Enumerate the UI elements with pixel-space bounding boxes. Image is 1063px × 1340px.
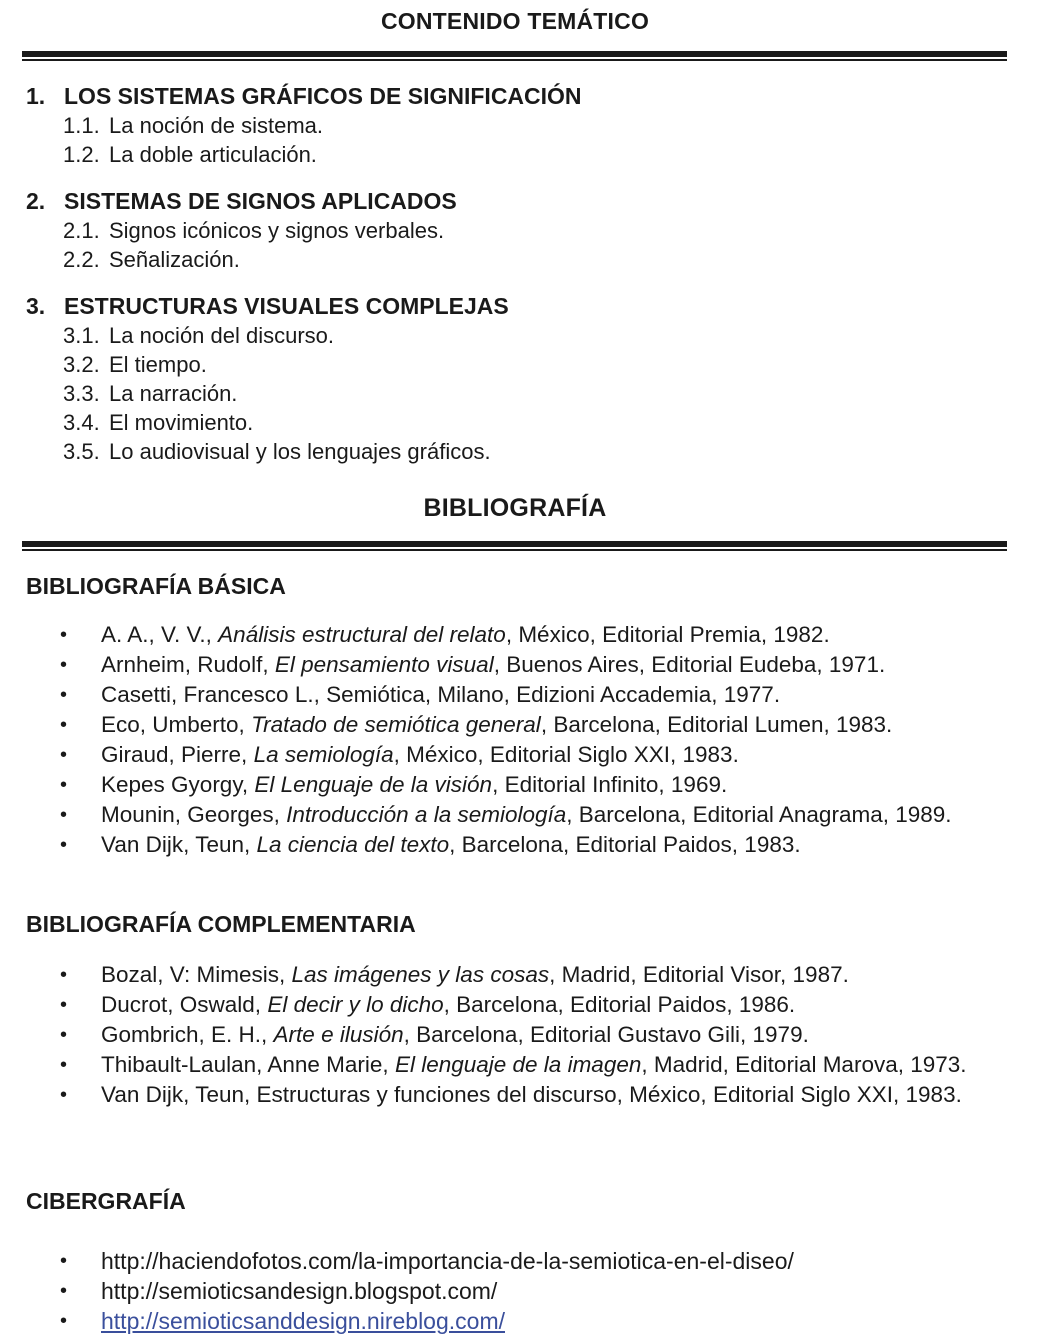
- cibergrafia-heading: CIBERGRAFÍA: [26, 1188, 186, 1214]
- section-number: 1.: [26, 83, 46, 109]
- entry-text: [101, 1080, 1005, 1110]
- cibergrafia-list: [60, 1246, 1005, 1336]
- entry-work-title: El pensamiento visual: [274, 652, 494, 677]
- subsection-number: 3.3.: [63, 381, 100, 406]
- bibliography-entry: [60, 990, 1005, 1020]
- entry-text: [101, 830, 1005, 860]
- bullet-icon: •: [60, 1250, 68, 1272]
- bullet-icon: •: [60, 624, 68, 646]
- subsection-text: La noción de sistema.: [109, 113, 324, 138]
- entry-author-part: Mounin, Georges,: [101, 802, 287, 827]
- cibergrafia-entry: [60, 1276, 1005, 1306]
- section-title: ESTRUCTURAS VISUALES COMPLEJAS: [64, 293, 509, 319]
- bibliography-entry: [60, 740, 1005, 770]
- title-divider: [22, 51, 1007, 61]
- entry-author-part: A. A., V. V.,: [101, 622, 219, 647]
- subsection-number: 2.2.: [63, 247, 100, 272]
- entry-work-title: Análisis estructural del relato: [218, 622, 506, 647]
- bibliografia-basica-heading: BIBLIOGRAFÍA BÁSICA: [26, 573, 286, 599]
- cibergrafia-entry: [60, 1246, 1005, 1276]
- bullet-icon: •: [60, 994, 68, 1016]
- entry-author-part: Casetti, Francesco L., Semiótica, Milano, Edizioni Accademia, 1977.: [101, 682, 781, 707]
- subsection-item: [26, 111, 1006, 140]
- subsection-text: Lo audiovisual y los lenguajes gráficos.: [109, 439, 491, 464]
- bibliografia-complementaria-heading: BIBLIOGRAFÍA COMPLEMENTARIA: [26, 911, 416, 937]
- entry-text: [101, 800, 1005, 830]
- entry-text: [101, 770, 1005, 800]
- bibliografia-basica-list: [60, 620, 1005, 860]
- section-number: 2.: [26, 188, 46, 214]
- subsection-number: 3.4.: [63, 410, 100, 435]
- bullet-icon: •: [60, 744, 68, 766]
- subsection-item: [26, 408, 1006, 437]
- entry-publication-part: , Barcelona, Editorial Gustavo Gili, 1979.: [403, 1022, 809, 1047]
- cibergrafia-entry: [60, 1306, 1005, 1336]
- entry-author-part: Giraud, Pierre,: [101, 742, 254, 767]
- section-2: [26, 186, 1006, 274]
- bibliography-entry: [60, 1080, 1005, 1110]
- entry-text: [101, 620, 1005, 650]
- bibliografia-complementaria-list: [60, 960, 1005, 1110]
- entry-work-title: El decir y lo dicho: [267, 992, 444, 1017]
- bullet-icon: •: [60, 684, 68, 706]
- bibliography-entry: [60, 830, 1005, 860]
- entry-text: [101, 960, 1005, 990]
- entry-work-title: Las imágenes y las cosas: [291, 962, 550, 987]
- entry-author-part: Thibault-Laulan, Anne Marie,: [101, 1052, 395, 1077]
- bullet-icon: •: [60, 1310, 68, 1332]
- subsection-number: 3.2.: [63, 352, 100, 377]
- bullet-icon: •: [60, 964, 68, 986]
- bibliography-entry: [60, 1020, 1005, 1050]
- subsection-item: [26, 140, 1006, 169]
- subsection-item: [26, 437, 1006, 466]
- entry-work-title: Introducción a la semiología: [286, 802, 567, 827]
- bullet-icon: •: [60, 1280, 68, 1302]
- cibergrafia-link[interactable]: http://semioticsanddesign.nireblog.com/: [101, 1308, 505, 1334]
- subsection-text: El movimiento.: [109, 410, 254, 435]
- bullet-icon: •: [60, 714, 68, 736]
- section-number: 3.: [26, 293, 46, 319]
- entry-work-title: Arte e ilusión: [273, 1022, 404, 1047]
- bullet-icon: •: [60, 834, 68, 856]
- subsection-item: [26, 216, 1006, 245]
- entry-work-title: La semiología: [253, 742, 394, 767]
- entry-publication-part: , Barcelona, Editorial Anagrama, 1989.: [566, 802, 952, 827]
- entry-author-part: Bozal, V: Mimesis,: [101, 962, 292, 987]
- bibliography-entry: [60, 680, 1005, 710]
- entry-publication-part: , Barcelona, Editorial Lumen, 1983.: [540, 712, 893, 737]
- section-heading: [26, 186, 1006, 216]
- subsection-number: 2.1.: [63, 218, 100, 243]
- bullet-icon: •: [60, 1084, 68, 1106]
- entry-author-part: Gombrich, E. H.,: [101, 1022, 274, 1047]
- bibliography-entry: [60, 1050, 1005, 1080]
- subsection-text: La narración.: [109, 381, 238, 406]
- contenido-title: CONTENIDO TEMÁTICO: [380, 8, 650, 34]
- entry-author-part: Van Dijk, Teun, Estructuras y funciones del discurso, México, Editorial Siglo XXI, 1983.: [101, 1082, 962, 1107]
- entry-publication-part: , México, Editorial Premia, 1982.: [505, 622, 830, 647]
- bullet-icon: •: [60, 654, 68, 676]
- entry-work-title: La ciencia del texto: [256, 832, 450, 857]
- subsection-item: [26, 379, 1006, 408]
- entry-publication-part: , Barcelona, Editorial Paidos, 1983.: [449, 832, 801, 857]
- bibliography-entry: [60, 710, 1005, 740]
- entry-text: [101, 740, 1005, 770]
- entry-work-title: El lenguaje de la imagen: [394, 1052, 642, 1077]
- entry-text: [101, 990, 1005, 1020]
- entry-publication-part: , Editorial Infinito, 1969.: [492, 772, 728, 797]
- subsection-item: [26, 321, 1006, 350]
- entry-author-part: Kepes Gyorgy,: [101, 772, 255, 797]
- bibliografia-divider: [22, 541, 1007, 551]
- subsection-number: 1.1.: [63, 113, 100, 138]
- subsection-number: 3.1.: [63, 323, 100, 348]
- entry-work-title: El Lenguaje de la visión: [254, 772, 493, 797]
- section-3: [26, 291, 1006, 466]
- entry-work-title: Tratado de semiótica general: [251, 712, 541, 737]
- entry-author-part: Arnheim, Rudolf,: [101, 652, 275, 677]
- entry-text: [101, 1050, 1005, 1080]
- entry-author-part: Ducrot, Oswald,: [101, 992, 268, 1017]
- bullet-icon: •: [60, 1024, 68, 1046]
- entry-author-part: Eco, Umberto,: [101, 712, 252, 737]
- entry-publication-part: , Madrid, Editorial Visor, 1987.: [549, 962, 849, 987]
- entry-text: [101, 680, 1005, 710]
- subsection-number: 1.2.: [63, 142, 100, 167]
- subsection-text: El tiempo.: [109, 352, 207, 377]
- subsection-number: 3.5.: [63, 439, 100, 464]
- bibliography-entry: [60, 800, 1005, 830]
- section-title: LOS SISTEMAS GRÁFICOS DE SIGNIFICACIÓN: [64, 83, 582, 109]
- bibliography-entry: [60, 650, 1005, 680]
- section-heading: [26, 291, 1006, 321]
- subsection-text: Signos icónicos y signos verbales.: [109, 218, 445, 243]
- cibergrafia-link[interactable]: http://semioticsandesign.blogspot.com/: [101, 1278, 498, 1304]
- bibliografia-title: BIBLIOGRAFÍA: [423, 494, 607, 522]
- entry-publication-part: , Barcelona, Editorial Paidos, 1986.: [443, 992, 796, 1017]
- entry-author-part: Van Dijk, Teun,: [101, 832, 257, 857]
- subsection-item: [26, 350, 1006, 379]
- subsection-text: La doble articulación.: [109, 142, 317, 167]
- subsection-item: [26, 245, 1006, 274]
- bullet-icon: •: [60, 1054, 68, 1076]
- subsection-text: Señalización.: [109, 247, 240, 272]
- section-heading: [26, 81, 1006, 111]
- cibergrafia-link[interactable]: http://haciendofotos.com/la-importancia-de-la-semiotica-en-el-diseo/: [101, 1248, 794, 1274]
- section-1: [26, 81, 1006, 169]
- bibliography-entry: [60, 960, 1005, 990]
- section-title: SISTEMAS DE SIGNOS APLICADOS: [64, 188, 457, 214]
- entry-publication-part: , Madrid, Editorial Marova, 1973.: [641, 1052, 967, 1077]
- bibliography-entry: [60, 620, 1005, 650]
- bullet-icon: •: [60, 804, 68, 826]
- subsection-text: La noción del discurso.: [109, 323, 335, 348]
- entry-publication-part: , México, Editorial Siglo XXI, 1983.: [393, 742, 739, 767]
- bibliography-entry: [60, 770, 1005, 800]
- entry-text: [101, 1020, 1005, 1050]
- entry-publication-part: , Buenos Aires, Editorial Eudeba, 1971.: [493, 652, 886, 677]
- entry-text: [101, 650, 1005, 680]
- bullet-icon: •: [60, 774, 68, 796]
- entry-text: [101, 710, 1005, 740]
